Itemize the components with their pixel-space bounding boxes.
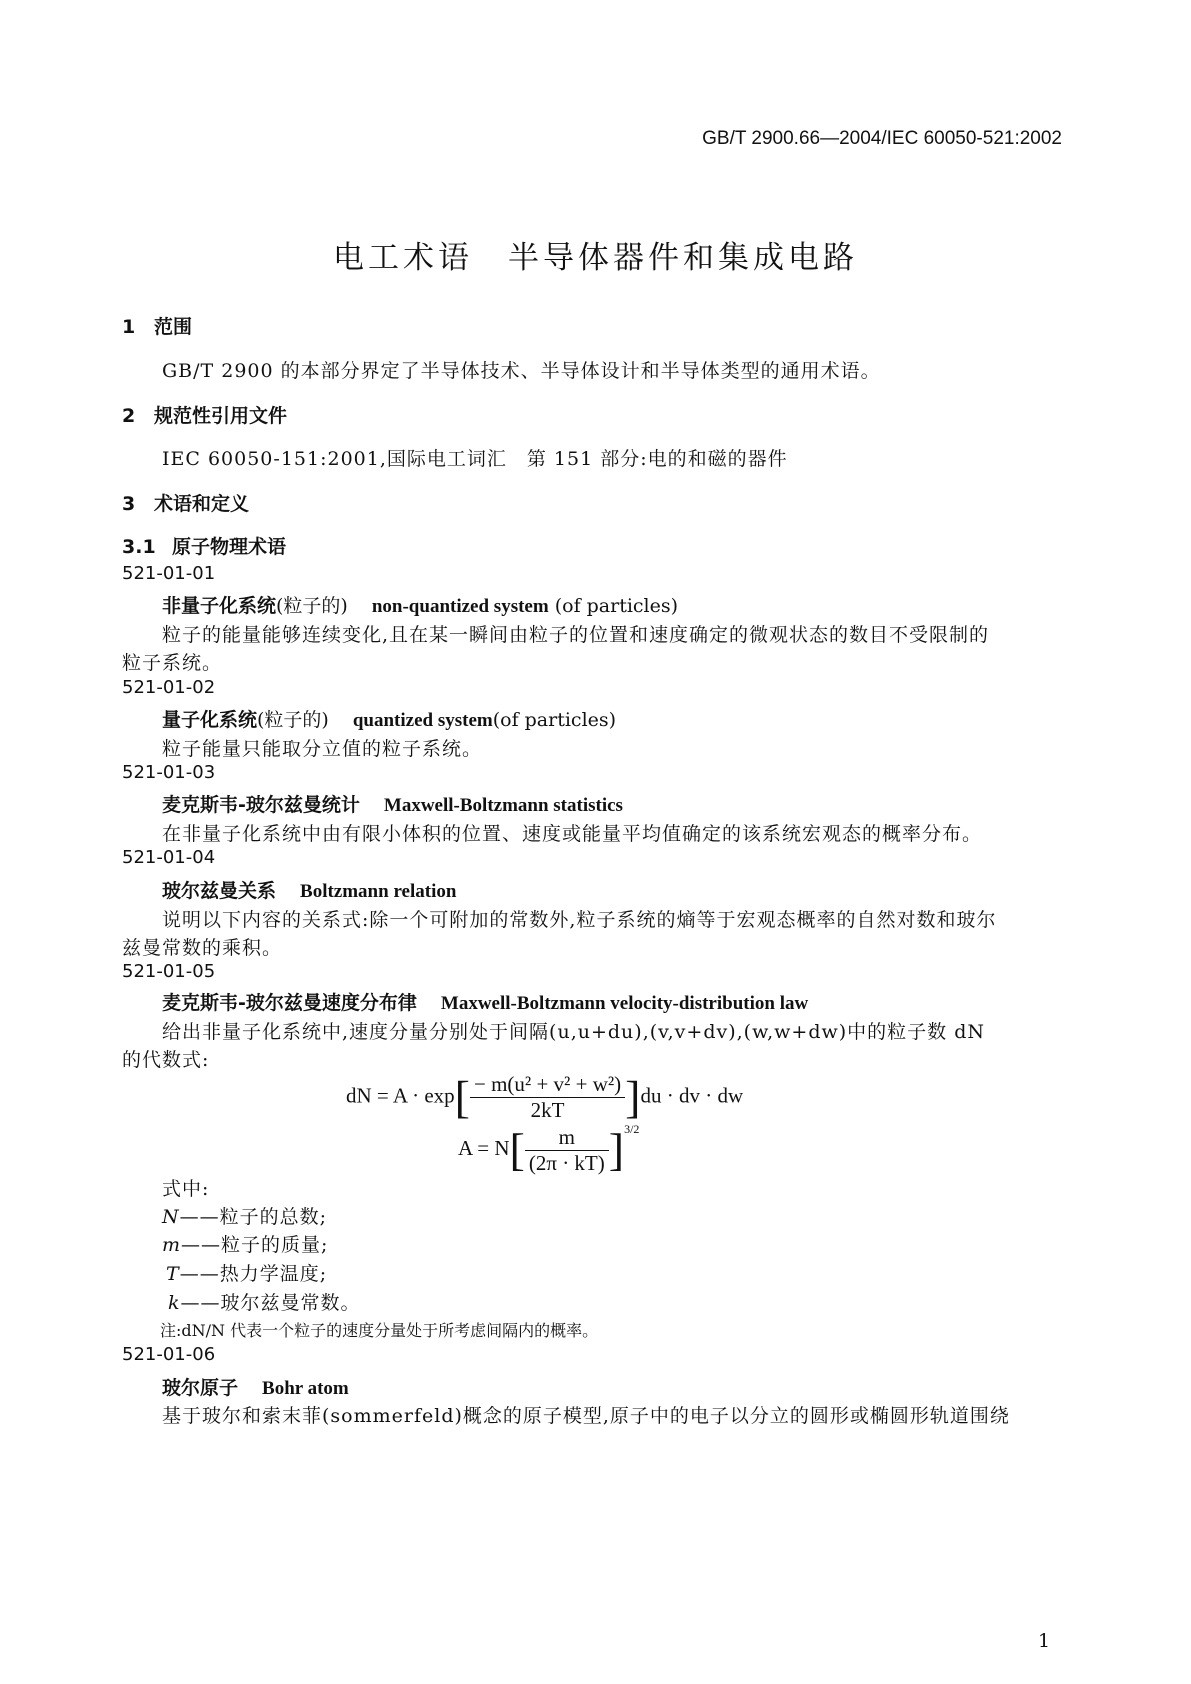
entry-term <box>162 591 678 618</box>
standard-code: GB/T 2900.66—2004/IEC 60050-521:2002 <box>702 128 1062 149</box>
formula-rhs: du · dv · dw <box>640 1083 744 1108</box>
entry-code: 521-01-04 <box>122 847 216 868</box>
entry-term <box>162 790 623 817</box>
section-3-heading <box>122 489 249 516</box>
section-title: 规范性引用文件 <box>154 405 288 427</box>
where-description: ——热力学温度; <box>179 1263 328 1285</box>
term-zh: 量子化系统 <box>162 709 258 731</box>
entry-code: 521-01-02 <box>122 677 216 698</box>
where-symbol: N <box>162 1206 180 1228</box>
formula-fraction <box>525 1125 609 1176</box>
entry-term <box>162 705 616 732</box>
term-zh: 玻尔原子 <box>162 1377 239 1399</box>
definition-line: 的代数式: <box>122 1049 210 1071</box>
term-zh-qualifier: (粒子的) <box>276 595 348 617</box>
where-item <box>166 1259 327 1286</box>
entry-code: 521-01-01 <box>122 563 216 584</box>
section-title: 范围 <box>154 316 193 338</box>
formula-numerator: − m(u² + v² + w²) <box>470 1072 625 1098</box>
section-title: 术语和定义 <box>154 493 250 515</box>
entry-term <box>162 876 456 903</box>
term-en-qualifier: (of particles) <box>548 595 679 617</box>
section-number: 3 <box>122 493 136 515</box>
section-3-1-heading <box>122 532 286 559</box>
where-item <box>162 1230 328 1257</box>
section-2-heading <box>122 401 287 428</box>
term-zh: 麦克斯韦-玻尔兹曼速度分布律 <box>162 992 417 1014</box>
entry-code: 521-01-05 <box>122 961 216 982</box>
document-title: 电工术语 半导体器件和集成电路 <box>333 240 858 276</box>
definition-line: 在非量子化系统中由有限小体积的位置、速度或能量平均值确定的该系统宏观态的概率分布。 <box>162 823 983 845</box>
formula-normalization: A = N[ $\frac{m}{(2\pi \cdot kT)}$ ]$^{3/2}$ <box>458 1122 640 1176</box>
definition-line: 基于玻尔和索末菲(sommerfeld)概念的原子模型,原子中的电子以分立的圆形或椭圆形轨道围绕 <box>162 1405 1010 1427</box>
term-zh-qualifier: (粒子的) <box>257 709 329 731</box>
term-en-qualifier: (of particles) <box>492 709 617 731</box>
section-title: 原子物理术语 <box>172 536 287 558</box>
section-number: 2 <box>122 405 136 427</box>
definition-line: 粒子能量只能取分立值的粒子系统。 <box>162 738 483 760</box>
term-en: Maxwell-Boltzmann velocity-distribution law <box>440 993 809 1014</box>
where-item <box>162 1202 327 1229</box>
section-number: 1 <box>122 316 136 338</box>
term-zh: 玻尔兹曼关系 <box>162 880 277 902</box>
where-description: ——玻尔兹曼常数。 <box>180 1292 361 1314</box>
definition-line: 粒子系统。 <box>122 652 223 674</box>
definition-line: 粒子的能量能够连续变化,且在某一瞬间由粒子的位置和速度确定的微观状态的数目不受限制的 <box>162 624 990 646</box>
section-1-heading <box>122 312 192 339</box>
where-description: ——粒子的总数; <box>179 1206 328 1228</box>
term-en: Bohr atom <box>262 1378 349 1399</box>
page-number: 1 <box>1038 1630 1051 1652</box>
section-2-text: IEC 60050-151:2001,国际电工词汇 第 151 部分:电的和磁的器件 <box>162 448 788 470</box>
term-zh: 非量子化系统 <box>162 595 277 617</box>
formula-denominator: 2kT <box>530 1098 565 1122</box>
where-label: 式中: <box>162 1178 210 1200</box>
note: 注:dN/N 代表一个粒子的速度分量处于所考虑间隔内的概率。 <box>160 1321 599 1340</box>
definition-line: 兹曼常数的乘积。 <box>122 937 283 959</box>
formula-numerator: m <box>525 1125 609 1151</box>
term-en: Maxwell-Boltzmann statistics <box>383 795 623 816</box>
definition-line: 说明以下内容的关系式:除一个可附加的常数外,粒子系统的熵等于宏观态概率的自然对数和玻尔 <box>162 909 997 931</box>
entry-term <box>162 988 808 1015</box>
where-description: ——粒子的质量; <box>181 1234 329 1256</box>
entry-code: 521-01-03 <box>122 762 216 783</box>
formula-velocity-distribution: dN = A · exp[ $\frac{\text{− m(u² + v² + w²)}}{2kT}$ ]du · dv · dw <box>346 1071 744 1123</box>
where-symbol: k <box>168 1292 181 1314</box>
section-1-text: GB/T 2900 的本部分界定了半导体技术、半导体设计和半导体类型的通用术语。 <box>162 360 881 382</box>
where-item <box>168 1288 361 1315</box>
where-symbol: T <box>166 1263 180 1285</box>
formula-exponent: 3/2 <box>624 1122 640 1136</box>
entry-term <box>162 1373 349 1400</box>
formula-fraction <box>470 1072 625 1123</box>
term-en: quantized system <box>352 710 493 731</box>
entry-code: 521-01-06 <box>122 1344 216 1365</box>
formula-denominator: (2π · kT) <box>528 1150 605 1175</box>
section-number: 3.1 <box>122 536 156 558</box>
formula-lhs: A = N <box>458 1136 510 1160</box>
term-zh: 麦克斯韦-玻尔兹曼统计 <box>162 794 360 816</box>
formula-lhs: dN = A · exp <box>346 1083 455 1108</box>
term-en: Boltzmann relation <box>300 881 457 902</box>
term-en: non-quantized system <box>371 596 549 617</box>
where-symbol: m <box>162 1234 182 1256</box>
definition-line: 给出非量子化系统中,速度分量分别处于间隔(u,u+du),(v,v+dv),(w,w+dw)中的粒子数 dN <box>162 1021 985 1043</box>
